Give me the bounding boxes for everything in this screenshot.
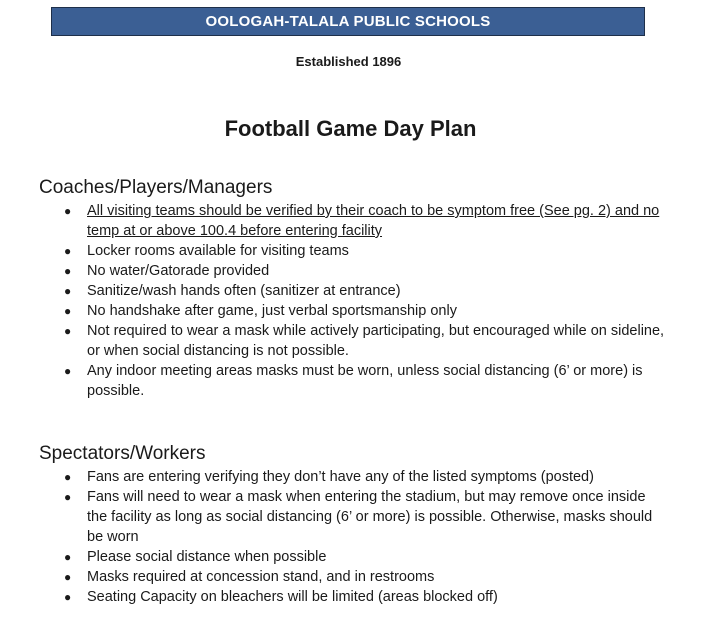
- bullet-icon: ●: [64, 304, 72, 318]
- list-item-text: No water/Gatorade provided: [87, 263, 270, 279]
- bullet-icon: ●: [64, 470, 72, 484]
- bullet-icon: ●: [64, 284, 72, 298]
- section-spectators-workers: [39, 443, 679, 607]
- bullet-icon: ●: [64, 244, 72, 258]
- list-item-text: Fans will need to wear a mask when entering the stadium, but may remove once inside the facility as long as social distancing (6’ or more) is possible. Otherwise, masks should be worn: [87, 489, 653, 545]
- list-item: [39, 241, 667, 261]
- list-item: [39, 201, 667, 241]
- bullet-icon: ●: [64, 490, 72, 504]
- bullet-icon: ●: [64, 570, 72, 584]
- school-name: OOLOGAH-TALALA PUBLIC SCHOOLS: [205, 13, 491, 30]
- bullet-list: [39, 201, 679, 401]
- list-item: [39, 361, 667, 401]
- list-item-text: No handshake after game, just verbal sportsmanship only: [87, 303, 457, 319]
- bullet-icon: ●: [64, 204, 72, 218]
- list-item-text: Any indoor meeting areas masks must be worn, unless social distancing (6’ or more) is possible.: [87, 363, 643, 399]
- list-item-text: All visiting teams should be verified by their coach to be symptom free (See pg. 2) and no temp at or above 100.4 before entering facility: [87, 203, 660, 239]
- document-title: Football Game Day Plan: [224, 116, 477, 141]
- section-heading: Coaches/Players/Managers: [39, 177, 273, 198]
- list-item: [39, 567, 667, 587]
- bullet-icon: ●: [64, 324, 72, 338]
- list-item-text: Not required to wear a mask while actively participating, but encouraged while on sideline, or when social distancing is not possible.: [87, 323, 665, 359]
- list-item-text: Please social distance when possible: [87, 549, 327, 565]
- list-item: [39, 547, 667, 567]
- list-item: [39, 261, 667, 281]
- list-item: [39, 467, 667, 487]
- bullet-icon: ●: [64, 364, 72, 378]
- section-coaches-players-managers: [39, 177, 679, 401]
- section-heading: Spectators/Workers: [39, 443, 206, 464]
- established-line: Established 1896: [295, 54, 402, 69]
- list-item-text: Sanitize/wash hands often (sanitizer at entrance): [87, 283, 401, 299]
- bullet-list: [39, 467, 679, 607]
- list-item: [39, 281, 667, 301]
- list-item-text: Locker rooms available for visiting teams: [87, 243, 349, 259]
- list-item-text: Seating Capacity on bleachers will be limited (areas blocked off): [87, 589, 498, 605]
- list-item: [39, 587, 667, 607]
- list-item: [39, 301, 667, 321]
- school-name-banner: [51, 7, 645, 36]
- bullet-icon: ●: [64, 264, 72, 278]
- list-item-text: Masks required at concession stand, and in restrooms: [87, 569, 435, 585]
- list-item: [39, 321, 667, 361]
- bullet-icon: ●: [64, 550, 72, 564]
- bullet-icon: ●: [64, 590, 72, 604]
- list-item-text: Fans are entering verifying they don’t have any of the listed symptoms (posted): [87, 469, 594, 485]
- list-item: [39, 487, 667, 547]
